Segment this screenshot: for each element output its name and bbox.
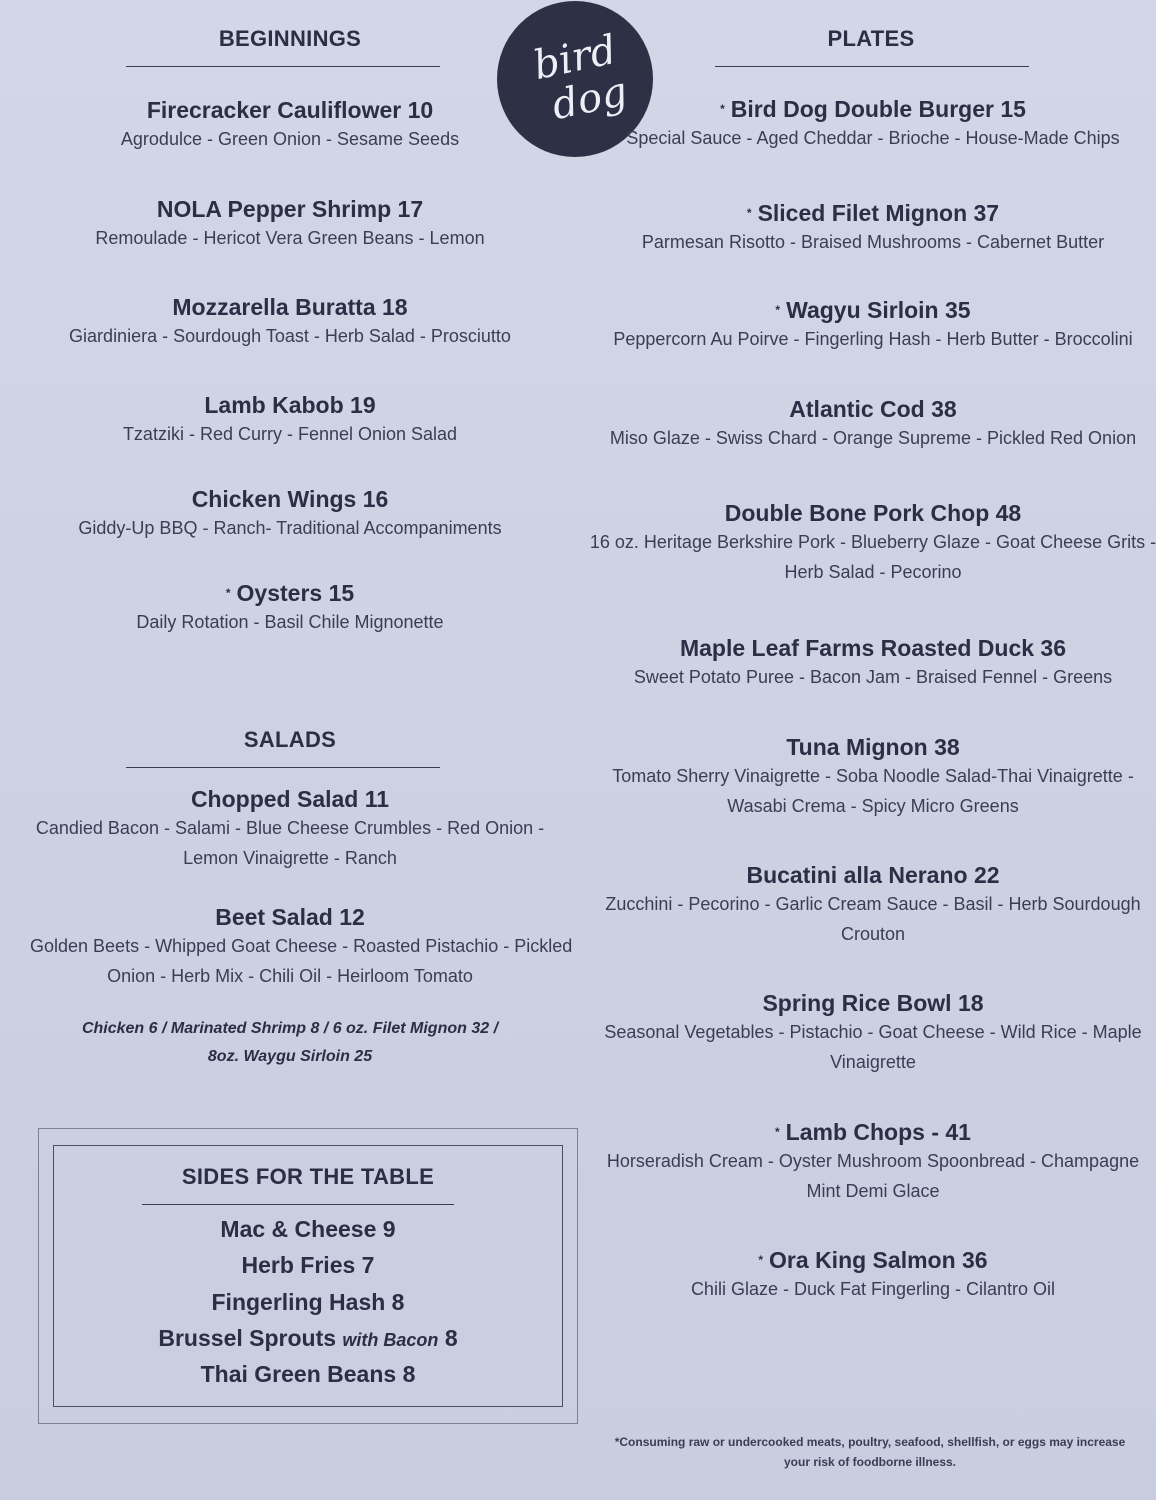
item-description: Candied Bacon - Salami - Blue Cheese Crumbles - Red Onion - [35, 818, 545, 838]
item-name: Double Bone Pork Chop 48 [724, 500, 1022, 526]
menu-item [588, 989, 1156, 1077]
item-description: Wasabi Crema - Spicy Micro Greens [727, 796, 1019, 816]
sides-inner-frame [53, 1145, 563, 1407]
item-name: Mozzarella Buratta 18 [172, 294, 408, 320]
menu-item [588, 296, 1156, 354]
item-description: Golden Beets - Whipped Goat Cheese - Roasted Pistachio - Pickled [30, 936, 573, 956]
item-description: Sweet Potato Puree - Bacon Jam - Braised Fennel - Greens [633, 667, 1113, 687]
item-description: Tomato Sherry Vinaigrette - Soba Noodle Salad-Thai Vinaigrette - [612, 766, 1134, 786]
item-name: Firecracker Cauliflower 10 [146, 97, 434, 123]
health-disclaimer [610, 1432, 1130, 1472]
menu-item [588, 395, 1156, 453]
sides-title: SIDES FOR THE TABLE [181, 1164, 435, 1189]
item-name: Chopped Salad 11 [190, 786, 390, 812]
disclaimer-line: *Consuming raw or undercooked meats, poultry, seafood, shellfish, or eggs may increase [614, 1435, 1126, 1449]
item-description: Lemon Vinaigrette - Ranch [183, 848, 397, 868]
item-description: Giardiniera - Sourdough Toast - Herb Salad - Prosciutto [69, 326, 511, 346]
menu-item [588, 199, 1156, 257]
item-description: Tzatziki - Red Curry - Fennel Onion Salad [122, 424, 458, 444]
logo-word-bird: bird [529, 26, 621, 90]
salads-items [30, 0, 573, 1100]
item-description: Daily Rotation - Basil Chile Mignonette [136, 612, 444, 632]
menu-item [588, 634, 1156, 692]
side-item: Fingerling Hash 8 [211, 1289, 405, 1315]
item-name: Chicken Wings 16 [191, 486, 389, 512]
item-description: Special Sauce - Aged Cheddar - Brioche - House-Made Chips [626, 128, 1120, 148]
asterisk-icon: * [758, 1253, 764, 1267]
plates-items [588, 0, 1156, 1420]
item-description: Parmesan Risotto - Braised Mushrooms - Cabernet Butter [641, 232, 1105, 252]
logo-word-dog: dog [548, 68, 632, 130]
item-name [588, 1118, 1156, 1146]
menu-item [588, 1246, 1156, 1304]
salad-addons [30, 1015, 550, 1071]
item-name-text: Ora King Salmon 36 [769, 1247, 988, 1273]
asterisk-icon: * [775, 303, 781, 317]
side-item: Herb Fries 7 [241, 1252, 375, 1278]
item-description: Miso Glaze - Swiss Chard - Orange Supreme - Pickled Red Onion [609, 428, 1137, 448]
item-description: Giddy-Up BBQ - Ranch- Traditional Accompaniments [78, 518, 502, 538]
item-name-text: Oysters 15 [236, 580, 355, 606]
salads-title: SALADS [243, 727, 337, 752]
sides-box [38, 1128, 578, 1424]
menu-item [588, 499, 1156, 587]
item-name: Spring Rice Bowl 18 [762, 990, 984, 1016]
menu-item [588, 861, 1156, 949]
item-description: Peppercorn Au Poirve - Fingerling Hash - Herb Butter - Broccolini [613, 329, 1133, 349]
item-description: Seasonal Vegetables - Pistachio - Goat Cheese - Wild Rice - Maple [604, 1022, 1142, 1042]
plates-title: PLATES [827, 26, 915, 51]
asterisk-icon: * [720, 102, 725, 116]
item-description: Onion - Herb Mix - Chili Oil - Heirloom Tomato [107, 966, 473, 986]
menu-item [30, 785, 550, 873]
item-description: 16 oz. Heritage Berkshire Pork - Blueberry Glaze - Goat Cheese Grits - [589, 532, 1156, 552]
menu-item [588, 733, 1156, 821]
item-description: Chili Glaze - Duck Fat Fingerling - Cilantro Oil [690, 1279, 1056, 1299]
item-name-text: Wagyu Sirloin 35 [786, 297, 971, 323]
asterisk-icon: * [746, 206, 752, 220]
item-description: Horseradish Cream - Oyster Mushroom Spoonbread - Champagne [606, 1151, 1140, 1171]
item-name [588, 296, 1156, 324]
item-name [588, 199, 1156, 227]
item-name: Atlantic Cod 38 [789, 396, 957, 422]
item-name: Beet Salad 12 [215, 904, 365, 930]
menu-item [588, 95, 1156, 153]
side-item-name: Brussel Sprouts [158, 1325, 337, 1351]
item-name-text: Lamb Chops - 41 [785, 1119, 971, 1145]
side-item: Thai Green Beans 8 [200, 1361, 416, 1387]
item-description: Zucchini - Pecorino - Garlic Cream Sauce - Basil - Herb Sourdough [605, 894, 1141, 914]
addons-line: 8oz. Waygu Sirloin 25 [207, 1048, 373, 1065]
item-description: Mint Demi Glace [806, 1181, 940, 1201]
asterisk-icon: * [225, 586, 231, 600]
item-description: Vinaigrette [830, 1052, 916, 1072]
side-item-price: 8 [444, 1325, 458, 1351]
sides-rule [142, 1204, 454, 1205]
item-description: Crouton [840, 924, 906, 944]
item-name: NOLA Pepper Shrimp 17 [156, 196, 424, 222]
side-item [54, 1325, 562, 1352]
item-name [588, 95, 1156, 123]
menu-item [30, 903, 573, 991]
item-description: Herb Salad - Pecorino [784, 562, 962, 582]
item-description: Agrodulce - Green Onion - Sesame Seeds [120, 129, 460, 149]
item-name: Maple Leaf Farms Roasted Duck 36 [679, 635, 1067, 661]
item-name-text: Sliced Filet Mignon 37 [757, 200, 1000, 226]
item-name-text: Bird Dog Double Burger 15 [730, 96, 1026, 122]
item-name: Bucatini alla Nerano 22 [746, 862, 1000, 888]
item-description: Remoulade - Hericot Vera Green Beans - Lemon [95, 228, 485, 248]
item-name: Lamb Kabob 19 [204, 392, 376, 418]
side-item: Mac & Cheese 9 [220, 1216, 396, 1242]
item-name [588, 1246, 1156, 1274]
menu-item [588, 1118, 1156, 1206]
item-name: Tuna Mignon 38 [786, 734, 960, 760]
beginnings-title: BEGINNINGS [218, 26, 362, 51]
disclaimer-line: your risk of foodborne illness. [783, 1455, 957, 1469]
side-item-modifier: with Bacon [342, 1330, 439, 1350]
addons-line: Chicken 6 / Marinated Shrimp 8 / 6 oz. Filet Mignon 32 / [81, 1020, 499, 1037]
asterisk-icon: * [775, 1125, 780, 1139]
